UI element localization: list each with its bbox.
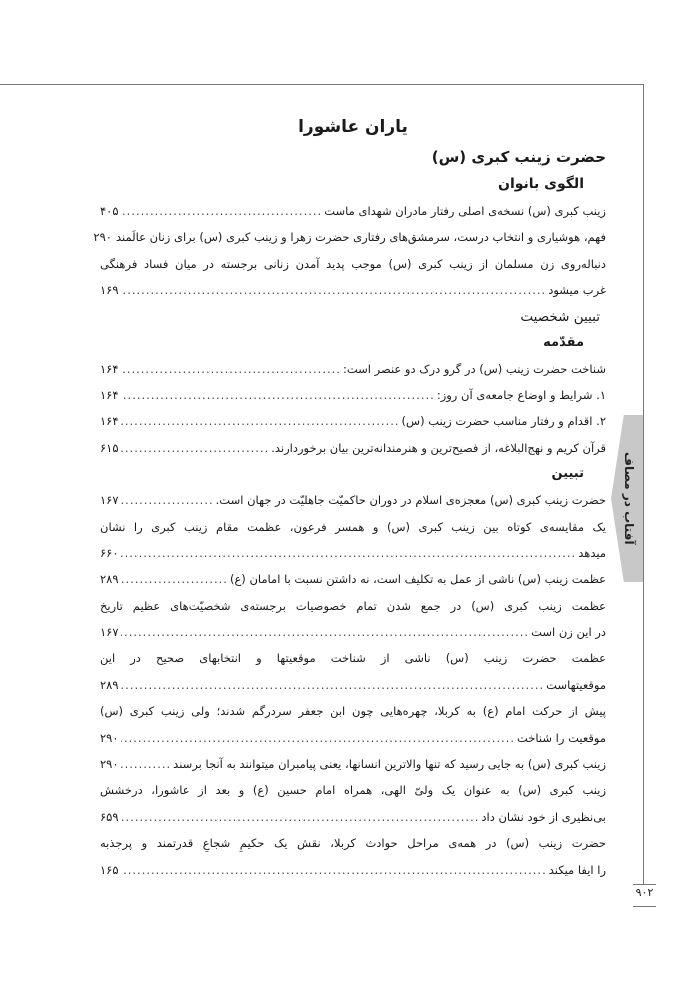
entry-text: دنباله‌روی زن مسلمان از زینب کبری (س) موجب پدید آمدن زنانی برجسته در میان فساد فرهنگی: [100, 256, 606, 271]
index-entry-line: [100, 198, 606, 224]
dot-leader: [121, 277, 547, 303]
index-entry-line: [100, 857, 606, 883]
entry-page-number: ۱۶۴: [100, 361, 119, 376]
page-title: یاران عاشورا: [298, 117, 408, 137]
entry-page-number: ۴۰۵: [100, 204, 119, 218]
entry-text: قرآن کریم و نهج‌البلاغه، از فصیح‌ترین و هنرمندانه‌ترین بیان برخوردارند.: [271, 440, 606, 455]
index-entry-line: [100, 751, 606, 777]
dot-leader: [121, 487, 214, 513]
entry-text: موقعیت را شناخت: [517, 730, 606, 745]
top-rule: [0, 84, 644, 85]
entry-text: ۱. شرایط و اوضاع جامعه‌ی آن روز:: [436, 387, 606, 402]
margin-rule: [643, 84, 644, 884]
index-entry-line: [100, 382, 606, 408]
entry-text: یک مقایسه‌ی کوتاه بین زینب کبری (س) و همسر فرعون، عظمت مقام زینب کبری را نشان: [100, 519, 606, 534]
dot-leader: [121, 672, 545, 698]
entry-page-number: ۲۸۹: [100, 572, 119, 587]
dot-leader: [121, 857, 547, 883]
dot-leader: [121, 198, 323, 224]
index-entry-line: [100, 408, 606, 434]
entry-text: پیش از حرکت امام (ع) به کربلا، چهره‌هایی چون ابن جعفر سردرگم شدند؛ ولی زینب کبری (س): [100, 704, 606, 719]
dot-leader: [121, 408, 400, 434]
section-heading: تبیین شخصیت: [520, 308, 600, 325]
index-entry-line: [100, 593, 606, 619]
entry-text: حضرت زینب کبری (س) معجزه‌ی اسلام در دوران حاکمیّت جاهلیّت در جهان است.: [215, 493, 606, 508]
index-entry-line: [100, 487, 606, 513]
entry-page-number: ۶۱۵: [100, 440, 119, 455]
index-entry-line: [100, 830, 606, 856]
entry-page-number: ۲۸۹: [100, 677, 119, 692]
dot-leader: [121, 725, 515, 751]
entry-text: حضرت زینب (س) در همه‌ی مراحل حوادث کربلا، نقش یک حکیمِ شجاعِ قدرتمند و پرجذبه: [100, 836, 606, 851]
entry-page-number: ۱۶۹: [100, 283, 119, 298]
entry-page-number: ۱۶۷: [100, 625, 119, 640]
dot-leader: [121, 804, 480, 830]
index-entry-line: [100, 804, 606, 830]
entry-text: را ایفا میکند: [548, 862, 606, 877]
index-entry-line: [100, 277, 606, 303]
entry-text: بی‌نظیری از خود نشان داد: [481, 809, 606, 824]
index-entry-line: [100, 251, 606, 277]
entry-page-number: ۱۶۵: [100, 862, 119, 877]
entry-text: در این زن است: [531, 625, 606, 640]
dot-leader: [121, 751, 172, 777]
dot-leader: [121, 356, 341, 382]
entry-text: فهم، هوشیاری و انتخاب درست، سرمشق‌های رفتاری حضرت زهرا و زینب کبری (س) برای زنان عالَمند: [115, 230, 606, 245]
entry-text: عظمت زینب (س) ناشی از عمل به تکلیف است، نه داشتن نسبت با امامان (ع): [229, 572, 606, 587]
entry-page-number: ۱۶۴: [100, 387, 119, 402]
entry-text: عظمت زینب کبری (س) در جمع شدن تمام خصوصیات برجسته‌ی شخصیّت‌های عظیم تاریخ: [100, 598, 606, 613]
entry-page-number: ۶۵۹: [100, 809, 119, 824]
section-heading: تبیین: [551, 466, 584, 482]
dot-leader: [121, 540, 577, 566]
entry-text: عظمت حضرت زینب (س) ناشی از شناخت موقعیتها و انتخابهای صحیح در این: [100, 651, 606, 666]
index-entry-line: [100, 725, 606, 751]
entry-text: زینب کبری (س) به عنوان یک ولیّ الهی، همراه امام حسین (ع) و بعد از عاشورا، درخشش: [100, 783, 606, 798]
dot-leader: [121, 382, 435, 408]
dot-leader: [121, 435, 270, 461]
entry-page-number: ۲۹۰: [93, 230, 112, 245]
section-heading: حضرت زینب کبری (س): [431, 148, 606, 166]
page-number: ۹۰۲: [635, 886, 654, 899]
dot-leader: [121, 566, 228, 592]
index-entry-line: [100, 672, 606, 698]
index-entry-line: [100, 698, 606, 724]
entry-page-number: ۱۶۷: [100, 493, 119, 508]
index-entry-line: [100, 566, 606, 592]
entry-page-number: ۱۶۴: [100, 414, 119, 429]
side-tab-label: آفتاب در مصاف: [622, 452, 636, 545]
index-entry-line: [100, 540, 606, 566]
entry-page-number: ۲۹۰: [100, 730, 119, 745]
index-entry-line: [100, 356, 606, 382]
index-entry-line: [93, 224, 606, 250]
index-entry-line: [100, 777, 606, 803]
entry-page-number: ۶۶۰: [100, 545, 119, 560]
index-content: [93, 110, 606, 883]
section-heading: مقدّمه: [543, 334, 584, 350]
entry-text: زینب کبری (س) به جایی رسید که تنها والاترین انسانها، یعنی پیامبران میتوانند به آنجا برسند: [173, 757, 606, 772]
entry-page-number: ۲۹۰: [100, 757, 119, 772]
section-heading: الگوی بانوان: [498, 176, 584, 192]
entry-text: میدهد: [578, 545, 606, 560]
entry-text: شناخت حضرت زینب (س) در گرو درک دو عنصر است:: [342, 361, 606, 376]
page-number-rule-top: [633, 884, 656, 885]
entry-text: ۲. اقدام و رفتار مناسب حضرت زینب (س): [401, 414, 606, 429]
index-entry-line: [100, 435, 606, 461]
entry-text: زینب کبری (س) نسخه‌ی اصلی رفتار مادران شهدای ماست: [324, 204, 606, 218]
entry-text: موقعیتهاست: [546, 677, 606, 692]
index-entry-line: [100, 514, 606, 540]
page-number-rule-bottom: [633, 906, 656, 907]
index-entry-line: [100, 645, 606, 671]
index-entry-line: [100, 619, 606, 645]
dot-leader: [121, 619, 530, 645]
entry-text: غرب میشود: [548, 283, 606, 298]
